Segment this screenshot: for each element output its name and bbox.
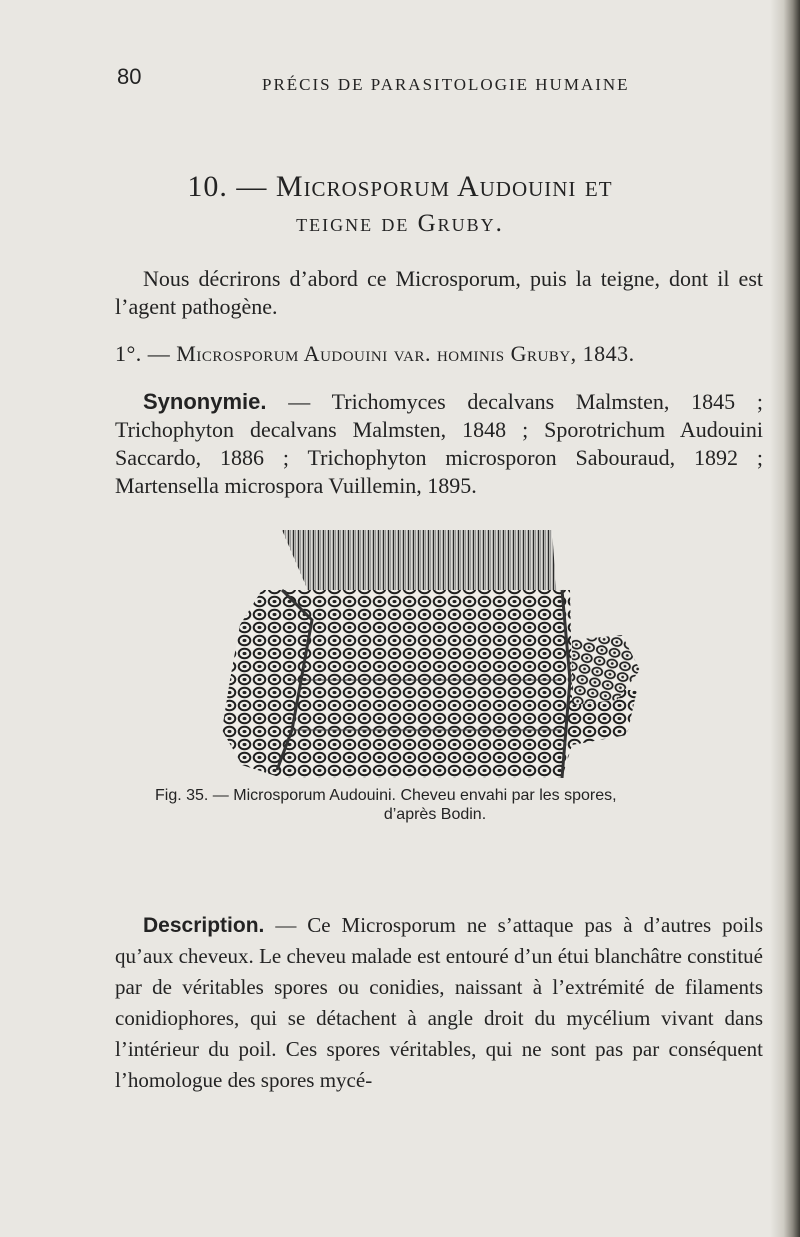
section-subtitle: teigne de Gruby.	[296, 210, 504, 237]
hair-spores-illustration	[222, 530, 640, 778]
page-number: 80	[117, 64, 142, 89]
variety-heading: 1°. — Microsporum Audouini var. hominis Gruby, 1843.	[115, 341, 635, 366]
caption-line-2: d’après Bodin.	[383, 806, 487, 823]
figure-caption	[155, 786, 715, 824]
intro-paragraph: Nous décrirons d’abord ce Microsporum, puis la teigne, dont il est l’agent pathogène.	[115, 266, 763, 319]
caption-line-1: Fig. 35. — Microsporum Audouini. Cheveu envahi par les spores,	[155, 787, 617, 804]
synonymy-text: — Trichomyces decalvans Malmsten, 1845 ; Trichophyton decalvans Malmsten, 1848 ; Sporotrichum Audouini Saccardo, 1886 ; Trichophyton microsporon Sabouraud, 1892 ; Martensella microspora Vuillemin, 1895.	[115, 389, 763, 498]
description-text: — Ce Microsporum ne s’attaque pas à d’autres poils qu’aux cheveux. Le cheveu malade est entouré d’un étui blanchâtre constitué par de véritables spores ou conidies, naissant à l’extrémité de filaments conidiophores, qui se détachent à angle droit du mycélium vivant dans l’intérieur du poil. Ces spores véritables, qui ne sont pas par conséquent l’homologue des spores mycé-	[115, 913, 763, 1092]
synonymy-paragraph	[115, 388, 763, 500]
synonymy-label: Synonymie.	[143, 389, 267, 414]
description-paragraph	[115, 910, 763, 1096]
description-label: Description.	[143, 914, 265, 937]
section-title: 10. — Microsporum Audouini et	[187, 170, 613, 203]
running-title: PRÉCIS DE PARASITOLOGIE HUMAINE	[262, 75, 630, 94]
